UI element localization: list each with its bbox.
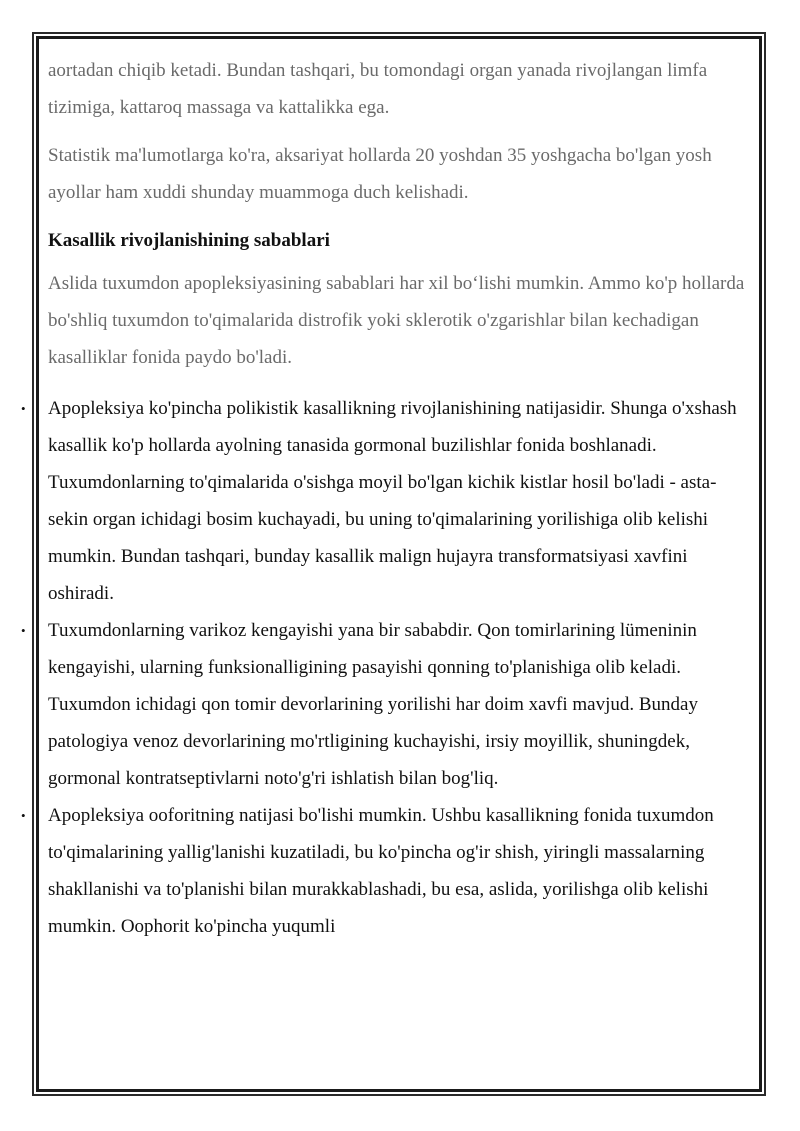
list-item	[21, 390, 748, 612]
paragraph-statistics: Statistik ma'lumotlarga ko'ra, aksariyat hollarda 20 yoshdan 35 yoshgacha bo'lgan yosh ayollar ham xuddi shunday muammoga duch kelishadi.	[48, 145, 712, 203]
paragraph-aorta: aortadan chiqib ketadi. Bundan tashqari, bu tomondagi organ yanada rivojlangan limfa tizimiga, kattaroq massaga va kattalikka ega.	[48, 60, 708, 118]
paragraph-intro: Aslida tuxumdon apopleksiyasining sabablari har xil bo‘lishi mumkin. Ammo ko'p hollarda bo'shliq tuxumdon to'qimalarida distrofik yoki sklerotik o'zgarishlar bilan kechadigan kasalliklar fonida paydo bo'ladi.	[48, 273, 745, 368]
bullet-icon: •	[21, 401, 26, 416]
document-body	[21, 52, 748, 945]
list-item-text: Apopleksiya ko'pincha polikistik kasallikning rivojlanishining natijasidir. Shunga o'xshash kasallik ko'p hollarda ayolning tanasida gormonal buzilishlar fonida boshlanadi. Tuxumdonlarning to'qimalarida o'sishga moyil bo'lgan kichik kistlar hosil bo'ladi - asta-sekin organ ichidagi bosim kuchayadi, bu uning to'qimalarining yorilishiga olib kelishi mumkin. Bundan tashqari, bunday kasallik malign hujayra transformatsiyasi xavfini oshiradi.	[48, 398, 737, 604]
list-item-text: Tuxumdonlarning varikoz kengayishi yana bir sababdir. Qon tomirlarining lümeninin kengayishi, ularning funksionalligining pasayishi qonning to'planishiga olib keladi. Tuxumdon ichidagi qon tomir devorlarining yorilishi har doim xavfi mavjud. Bunday patologiya venoz devorlarining mo'rtligining kuchayishi, irsiy moyillik, shuningdek, gormonal kontratseptivlarni noto'g'ri ishlatish bilan bog'liq.	[48, 620, 698, 789]
list-item	[21, 797, 748, 945]
list-item	[21, 612, 748, 797]
list-item-text: Apopleksiya ooforitning natijasi bo'lishi mumkin. Ushbu kasallikning fonida tuxumdon to'qimalarining yallig'lanishi kuzatiladi, bu ko'pincha og'ir shish, yiringli massalarning shakllanishi va to'planishi bilan murakkablashadi, bu esa, aslida, yorilishga olib kelishi mumkin. Oophorit ko'pincha yuqumli	[48, 805, 714, 937]
bullet-icon: •	[21, 808, 26, 823]
causes-list	[21, 390, 748, 945]
section-heading: Kasallik rivojlanishining sabablari	[48, 230, 330, 251]
bullet-icon: •	[21, 623, 26, 638]
